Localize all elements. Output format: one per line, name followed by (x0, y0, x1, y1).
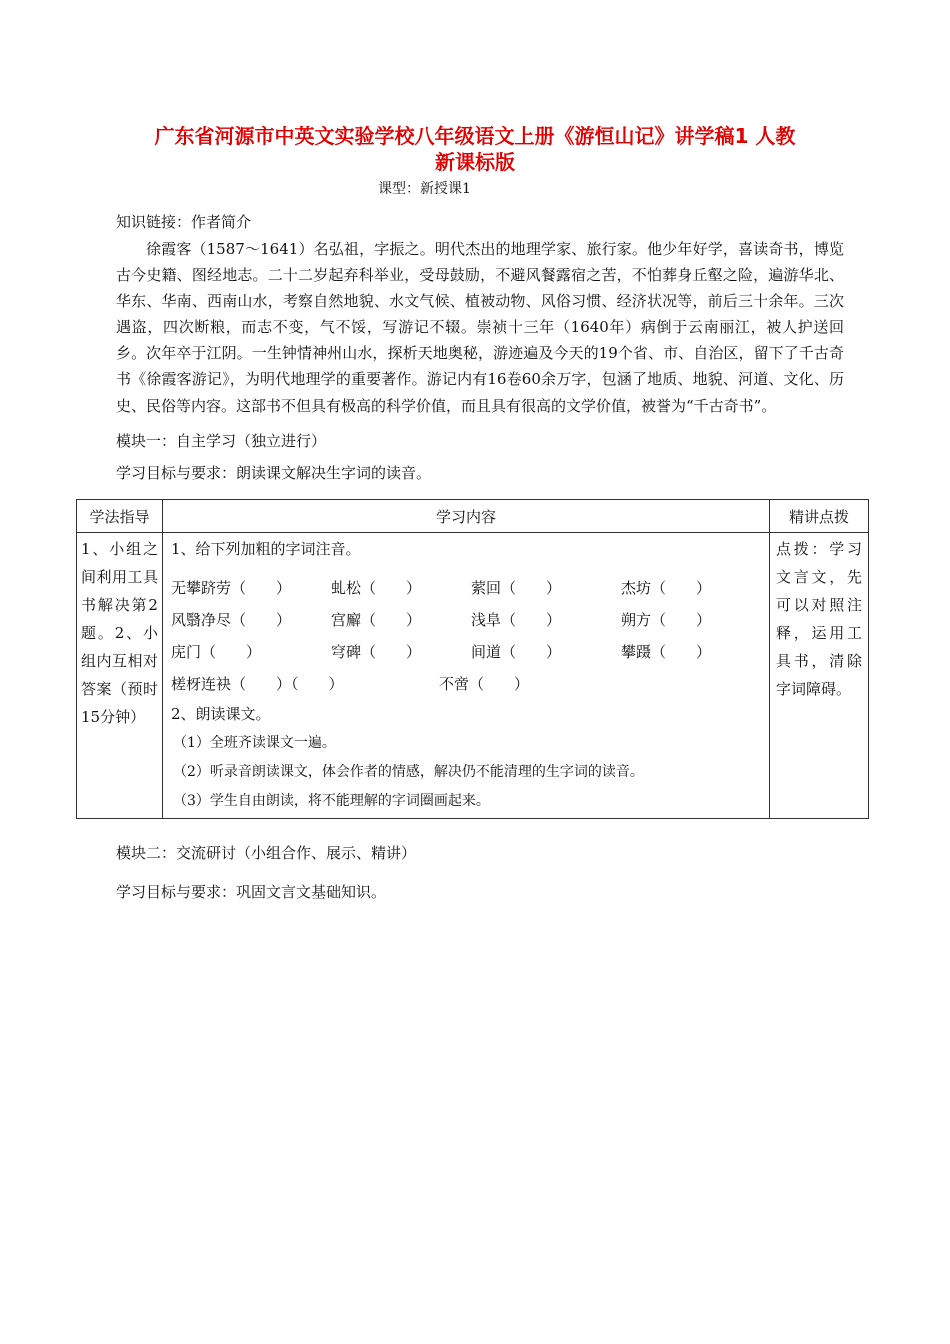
word-item: 风翳净尽（ ） (170, 611, 291, 629)
table-header-row (77, 500, 869, 533)
teacher-tip: 点拨：学习文言文，先可以对照注释，运用工具书，清除字词障碍。 (769, 533, 868, 819)
header-tips: 精讲点拨 (769, 500, 868, 533)
method-guide: 1、小组之间利用工具书解决第2题。2、小组内互相对答案（预时15分钟） (77, 533, 163, 819)
word-item: 萦回（ ） (470, 579, 561, 597)
step-item: （3）学生自由朗读，将不能理解的字词圈画起来。 (172, 793, 490, 809)
word-item: 间道（ ） (470, 643, 561, 661)
study-content (162, 533, 769, 819)
word-item: 宫廨（ ） (330, 611, 421, 629)
document-title-line-2: 新课标版 (435, 150, 515, 174)
course-type: 课型：新授课1 (378, 181, 471, 197)
module2-heading: 模块二：交流研讨（小组合作、展示、精讲） (116, 844, 417, 862)
word-item: 杰坊（ ） (620, 579, 711, 597)
word-item: 浅阜（ ） (470, 611, 561, 629)
module1-heading: 模块一：自主学习（独立进行） (116, 432, 327, 450)
task-1: 1、给下列加粗的字词注音。 (170, 540, 361, 558)
header-method: 学法指导 (77, 500, 163, 533)
word-item: 攀蹑（ ） (620, 643, 711, 661)
word-item: 虬松（ ） (330, 579, 421, 597)
word-list-last-row (171, 668, 761, 700)
step-item: （2）听录音朗读课文，体会作者的情感，解决仍不能清理的生字词的读音。 (172, 764, 644, 780)
module2-goal: 学习目标与要求：巩固文言文基础知识。 (116, 883, 387, 901)
table-row (77, 533, 869, 819)
header-content: 学习内容 (162, 500, 769, 533)
word-item: 朔方（ ） (620, 611, 711, 629)
document-title-line-1: 广东省河源市中英文实验学校八年级语文上册《游恒山记》讲学稿1 人教 (154, 124, 796, 148)
author-bio: 徐霞客（1587～1641）名弘祖，字振之。明代杰出的地理学家、旅行家。他少年好学，喜读奇书，博览古今史籍、图经地志。二十二岁起弃科举业，受母鼓励，不避风餐露宿之苦，不怕葬身丘壑之险，遍游华北、华东、华南、西南山水，考察自然地貌、水文气候、植被动物、风俗习惯、经济状况等，前后三十余年。三次遇盗，四次断粮，而志不变，气不馁，写游记不辍。崇祯十三年（1640年）病倒于云南丽江，被人护送回乡。次年卒于江阴。一生钟情神州山水，探析天地奥秘，游迹遍及今天的19个省、市、自治区，留下了千古奇书《徐霞客游记》，为明代地理学的重要著作。游记内有16卷60余万字，包涵了地质、地貌、河道、文化、历史、民俗等内容。这部书不但具有极高的科学价值，而且具有很高的文学价值，被誉为“千古奇书”。 (116, 240, 844, 415)
word-item: 穹碑（ ） (330, 643, 421, 661)
word-item: 无攀跻劳（ ） (170, 579, 291, 597)
step-item: （1）全班齐读课文一遍。 (172, 735, 336, 751)
task-2: 2、朗读课文。 (170, 705, 271, 723)
module1-goal: 学习目标与要求：朗读课文解决生字词的读音。 (116, 464, 432, 482)
knowledge-link-heading: 知识链接：作者简介 (116, 213, 252, 231)
word-item: 槎枒连袂（ ）（ ） (170, 675, 344, 693)
study-table (76, 499, 869, 819)
word-item: 不啻（ ） (438, 675, 529, 693)
word-list (171, 572, 761, 668)
word-item: 庑门（ ） (170, 643, 261, 661)
